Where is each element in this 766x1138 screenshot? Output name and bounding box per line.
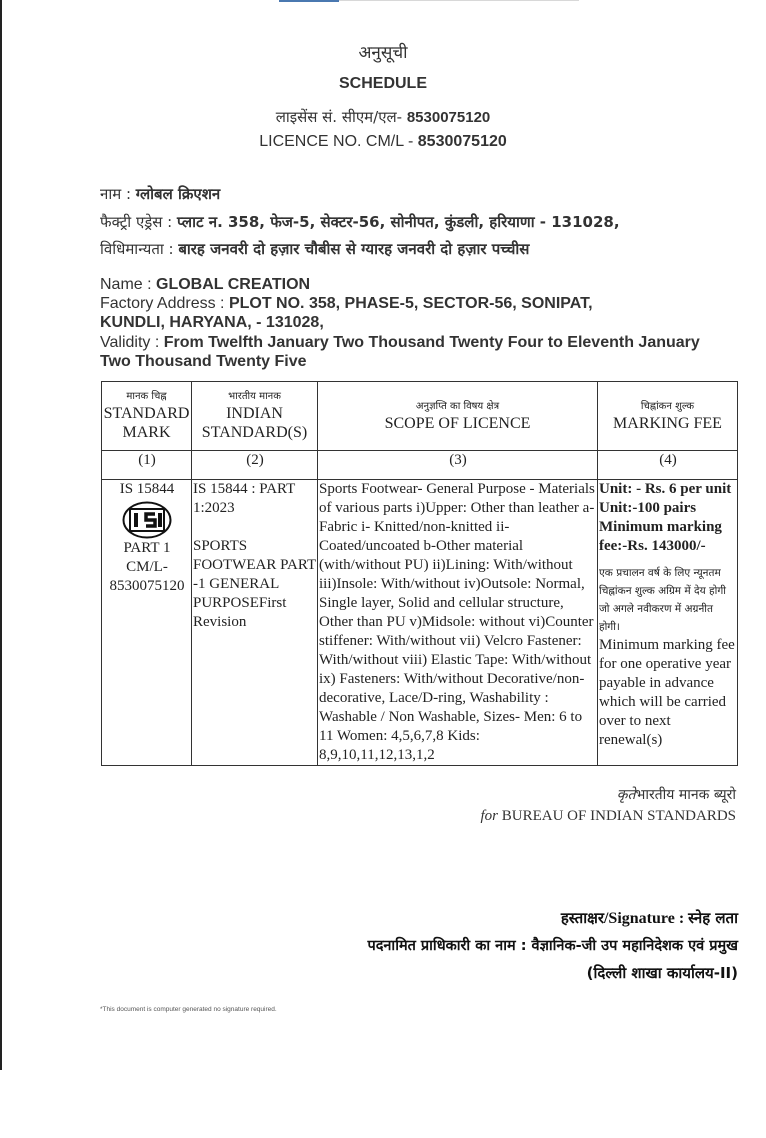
designation-value: वैज्ञानिक-जी उप महानिदेशक एवं प्रमुख bbox=[531, 938, 738, 954]
hindi-licence-label: लाइसेंस सं. सीएम/एल- bbox=[275, 108, 407, 126]
standard-title: SPORTS FOOTWEAR PART -1 GENERAL PURPOSEFirst Revision bbox=[193, 538, 316, 630]
signature-label: /Signature : bbox=[603, 910, 689, 927]
designation-line bbox=[367, 935, 738, 955]
name-line bbox=[100, 275, 740, 294]
top-accent-line bbox=[279, 0, 339, 2]
hindi-name-line bbox=[100, 184, 220, 204]
bureau-english-prefix: for bbox=[480, 808, 499, 824]
mark-licence-number: CM/L-8530075120 bbox=[109, 559, 185, 594]
column-number: (2) bbox=[192, 451, 318, 480]
table-row bbox=[102, 480, 738, 766]
standard-mark-cell bbox=[102, 480, 192, 766]
header-marking-fee: चिह्नांकन शुल्क MARKING FEE bbox=[598, 382, 738, 451]
hindi-validity-label: विधिमान्यता : bbox=[100, 240, 179, 258]
schedule-title: SCHEDULE bbox=[338, 75, 427, 92]
fee-note: Minimum marking fee for one operative year payable in advance which will be carried over to next renewal(s) bbox=[599, 637, 735, 748]
header-scope: अनुज्ञप्ति का विषय क्षेत्र SCOPE OF LICENCE bbox=[318, 382, 598, 451]
isi-mark-icon bbox=[122, 501, 172, 539]
hindi-validity-value: बारह जनवरी दो हज़ार चौबीस से ग्यारह जनवरी दो हज़ार पच्चीस bbox=[178, 240, 530, 258]
hindi-name-label: नाम : bbox=[100, 185, 136, 203]
bureau-hindi-name: भारतीय मानक ब्यूरो bbox=[635, 787, 736, 803]
indian-standard-cell bbox=[192, 480, 318, 766]
office-line: (दिल्ली शाखा कार्यालय-II) bbox=[586, 964, 738, 982]
scope-cell bbox=[318, 480, 598, 766]
marking-fee-cell bbox=[598, 480, 738, 766]
address-line bbox=[100, 294, 660, 332]
table-number-row bbox=[102, 451, 738, 480]
address-label: Factory Address : bbox=[100, 295, 229, 312]
hindi-name-value: ग्लोबल क्रिएशन bbox=[135, 185, 221, 203]
licence-label: LICENCE NO. CM/L - bbox=[259, 133, 418, 150]
address-value: PLOT NO. 358, PHASE-5, SECTOR-56, SONIPAT, KUNDLI, HARYANA, - 131028, bbox=[100, 295, 593, 331]
fee-unit-pairs: Unit:-100 pairs bbox=[599, 500, 697, 516]
scope-text: Sports Footwear- General Purpose - Materials of various parts i)Upper: Other than leather a-Fabric i- Knitted/non-knitted ii- Coated/uncoated b-Other material (with/without PU) ii)Lining: With/without iii)Insole: With/without iv)Outsole: Normal, Single layer, Solid and cellular structure, Other than PU v)Midsole: without vi)Counter stiffener: With/without vii) Velcro Fastener: With/without viii) Elastic Tape: With/without ix) Fasteners: With/without Decorative/non-decorative, Lace/D-ring, Washability : Washable / Non Washable, Sizes- Men: 6 to 11 Women: 4,5,6,7,8 Kids: 8,9,10,11,12,13,1,2 bbox=[319, 481, 595, 763]
column-number: (1) bbox=[102, 451, 192, 480]
hindi-schedule-title: अनुसूची bbox=[358, 43, 408, 63]
column-number: (3) bbox=[318, 451, 598, 480]
signature-line bbox=[561, 908, 738, 928]
validity-value: From Twelfth January Two Thousand Twenty Four to Eleventh January Two Thousand Twenty Five bbox=[100, 334, 700, 370]
bureau-english bbox=[481, 808, 737, 825]
designation-label: पदनामित प्राधिकारी का नाम : bbox=[367, 938, 532, 954]
name-value: GLOBAL CREATION bbox=[156, 276, 311, 293]
fee-per-unit: Unit: - Rs. 6 per unit bbox=[599, 481, 732, 497]
minimum-marking-fee: Minimum marking fee:-Rs. 143000/- bbox=[599, 519, 722, 554]
hindi-address-label: फैक्ट्री एड्रेस : bbox=[100, 213, 178, 231]
name-label: Name : bbox=[100, 276, 157, 293]
header-indian-standard: भारतीय मानक INDIAN STANDARD(S) bbox=[192, 382, 318, 451]
hindi-validity-line bbox=[100, 239, 529, 259]
fee-note-hindi: एक प्रचालन वर्ष के लिए न्यूनतम चिह्नांकन शुल्क अग्रिम में देय होगी जो अगले नवीकरण में अग्रनीत होगी। bbox=[599, 567, 726, 633]
hindi-address-value: प्लाट न. 358, फेज-5, सेक्टर-56, सोनीपत, कुंडली, हरियाणा - 131028, bbox=[177, 213, 620, 231]
standard-code: IS 15844 : PART 1:2023 bbox=[193, 481, 296, 516]
bureau-hindi-prefix: कृते bbox=[616, 787, 636, 803]
header-standard-mark: मानक चिह्न STANDARD MARK bbox=[102, 382, 192, 451]
computer-generated-footnote: *This document is computer generated no signature required. bbox=[100, 1006, 277, 1013]
licence-number-value: 8530075120 bbox=[406, 109, 491, 126]
table-header-row bbox=[102, 382, 738, 451]
mark-part: PART 1 bbox=[123, 540, 171, 556]
signature-label-hindi: हस्ताक्षर bbox=[560, 909, 604, 927]
english-licence-number bbox=[0, 133, 766, 151]
schedule-table bbox=[101, 381, 738, 766]
column-number: (4) bbox=[598, 451, 738, 480]
bureau-english-name: BUREAU OF INDIAN STANDARDS bbox=[498, 808, 736, 824]
signatory-name: स्नेह लता bbox=[688, 909, 738, 927]
left-border-line bbox=[0, 0, 2, 1070]
validity-line bbox=[100, 333, 730, 371]
mark-standard-code: IS 15844 bbox=[119, 481, 175, 497]
validity-label: Validity : bbox=[100, 334, 164, 351]
hindi-address-line bbox=[100, 212, 620, 232]
licence-number-value-en: 8530075120 bbox=[417, 133, 507, 150]
hindi-licence-number bbox=[0, 107, 766, 127]
bureau-hindi bbox=[617, 785, 736, 804]
